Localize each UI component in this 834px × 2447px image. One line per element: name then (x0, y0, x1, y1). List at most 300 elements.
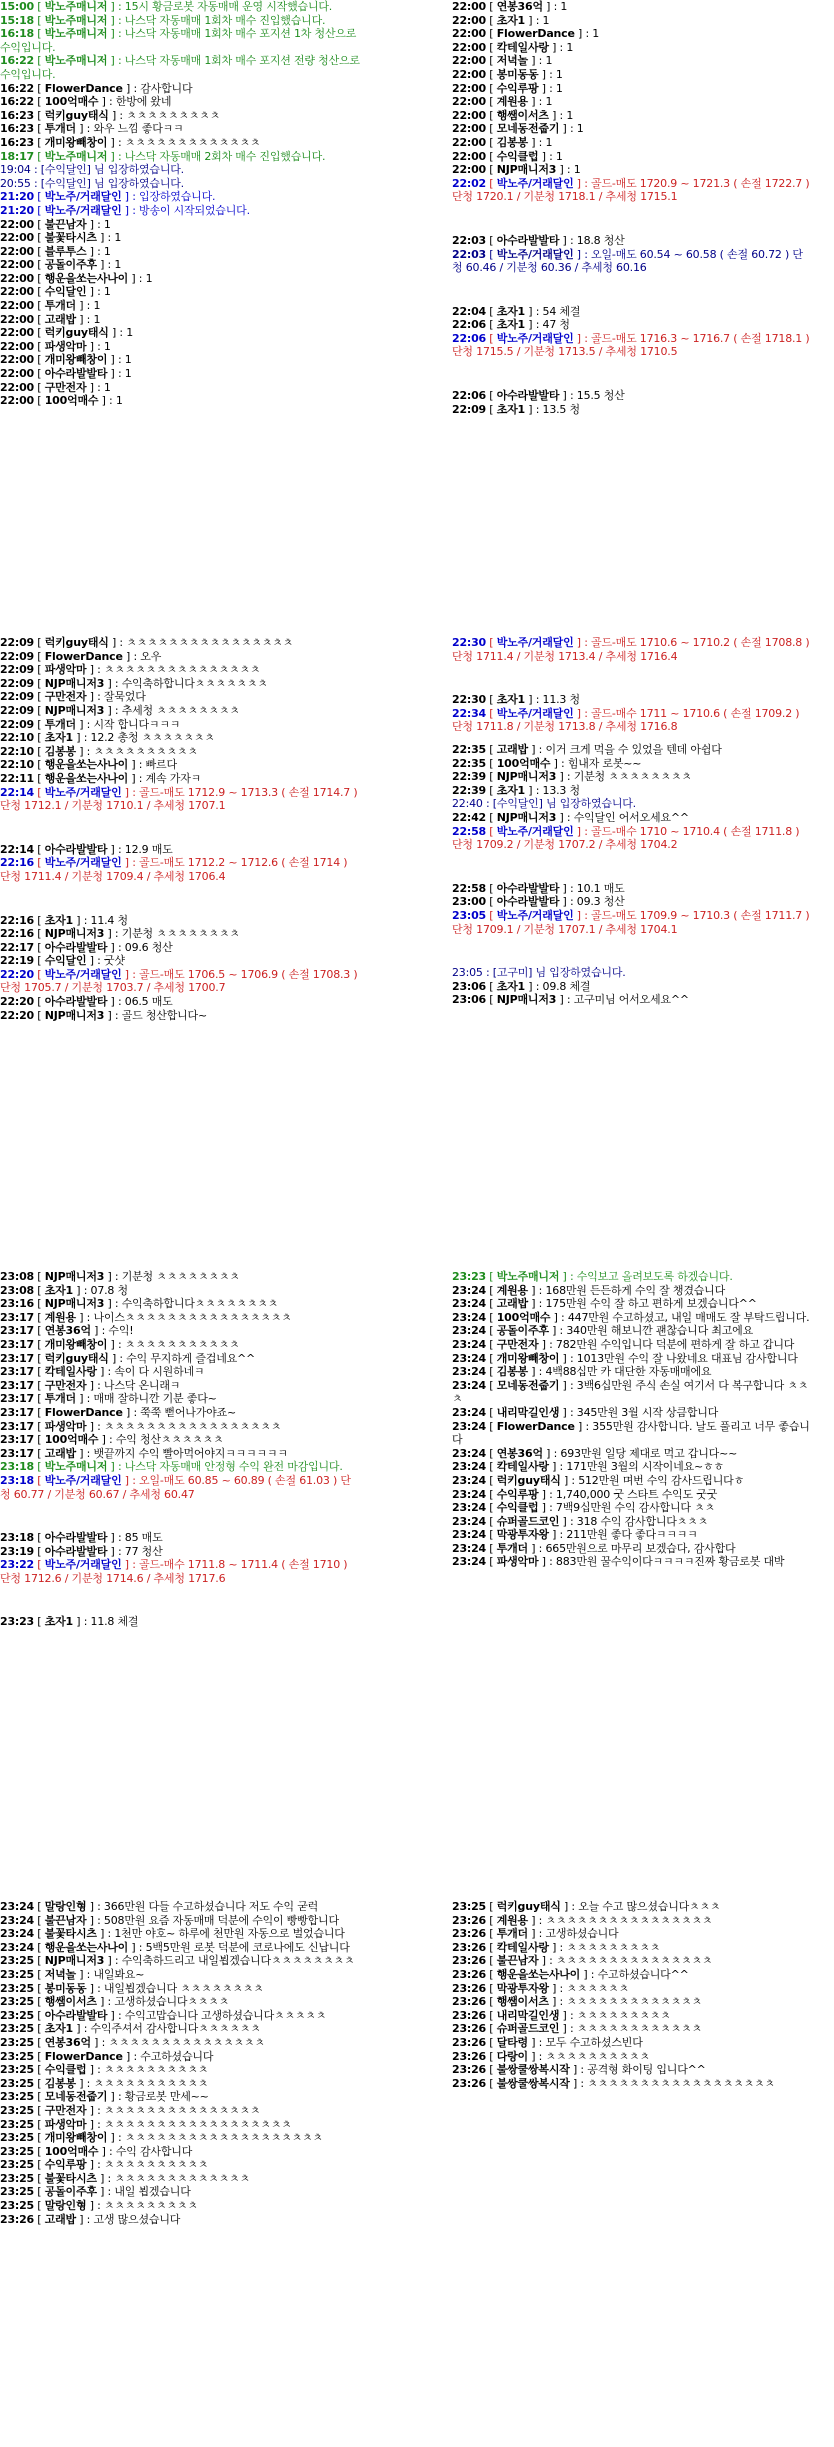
message-time: 23:25 (0, 2008, 35, 2022)
message-author[interactable]: 초자1 (44, 1283, 74, 1297)
message-body: 15시 황금로봇 자동매매 운영 시작했습니다. (124, 0, 333, 13)
chat-message: 23:22 [ 박노주/거래달인 ] : 골드-매수 1711.8 ~ 1711.4 ( 손절 1710 ) 단청 1712.6 / 기분청 1714.6 / 추세청 1717.6 (0, 1558, 348, 1585)
chat-message: 22:00 [ 럭키guy태식 ] : 1 (0, 326, 133, 340)
message-author[interactable]: NJP매니저3 (44, 676, 105, 690)
message-body: 355만원 감사합니다. 날도 풀리고 너무 좋습니다 (452, 1419, 810, 1447)
chat-message: 18:17 [ 박노주매니저 ] : 나스닥 자동매매 2회차 매수 진입했습니다. (0, 149, 326, 163)
message-author[interactable]: 칵테일사랑 (496, 1940, 549, 1954)
message-author[interactable]: 투개더 (44, 717, 76, 731)
message-author[interactable]: 고래밥 (44, 1446, 76, 1460)
message-author[interactable]: 구만전자 (44, 2103, 87, 2117)
message-author[interactable]: 파생악마 (44, 2117, 87, 2131)
message-time: 23:25 (0, 2144, 35, 2158)
message-author[interactable]: 개미왕빼창이 (44, 135, 108, 149)
message-author[interactable]: 투개더 (44, 299, 76, 313)
chat-message: 22:19 [ 수익달인 ] : 굿샷 (0, 954, 125, 968)
message-author[interactable]: 칵테일사랑 (496, 40, 549, 54)
message-time: 22:10 (0, 744, 35, 758)
chat-message: 22:04 [ 초자1 ] : 54 체결 (452, 304, 581, 318)
block-gap (0, 1585, 360, 1615)
message-time: 16:18 (0, 27, 35, 41)
message-author[interactable]: 고래밥 (44, 2212, 76, 2226)
message-author[interactable]: 아수라발발타 (44, 2008, 108, 2022)
message-author[interactable]: FlowerDance (44, 649, 123, 663)
message-body: 고생하셨습니다ㅊㅊㅊㅊ (114, 1995, 230, 2009)
message-author[interactable]: 막광투자왕 (496, 1528, 549, 1542)
message-time: 23:23 (0, 1615, 35, 1629)
message-body: 공격형 화이팅 입니다^^ (587, 2063, 706, 2077)
message-time: 22:00 (0, 231, 35, 245)
message-time: 23:24 (452, 1297, 487, 1311)
chat-message: 23:25 [ 수익클럽 ] : ㅊㅊㅊㅊㅊㅊㅊㅊㅊㅊ (0, 2063, 209, 2077)
message-body: 기분청 ㅊㅊㅊㅊㅊㅊㅊㅊ (121, 1270, 240, 1283)
message-author[interactable]: 아수라발발타 (496, 233, 560, 247)
message-time: 23:24 (452, 1337, 487, 1351)
message-author[interactable]: 내리막길인생 (496, 1405, 560, 1419)
message-body: 골드-매수 1710 ~ 1710.4 ( 손절 1711.8 ) 단청 1709.2 / 기분청 1707.2 / 추세청 1704.2 (452, 824, 800, 852)
message-time: 23:24 (0, 1940, 35, 1954)
message-author[interactable]: 아수라발발타 (44, 1531, 108, 1545)
message-author[interactable]: 초자1 (44, 2022, 74, 2036)
chat-message: 23:17 [ 계원용 ] : 나이스ㅊㅊㅊㅊㅊㅊㅊㅊㅊㅊㅊㅊㅊㅊㅊㅊ (0, 1310, 292, 1324)
message-author[interactable]: 파생악마 (44, 1419, 87, 1433)
message-author[interactable]: 말랑인형 (44, 1900, 87, 1913)
message-author[interactable]: 아수라발발타 (44, 940, 108, 954)
message-author[interactable]: 박노주매니저 (44, 1460, 108, 1474)
message-author[interactable]: 박노주/거래달인 (44, 785, 122, 799)
message-body: 1 (126, 326, 133, 340)
message-author[interactable]: 모네동전줍기 (496, 1378, 560, 1392)
message-author[interactable]: 박노주/거래달인 (496, 824, 574, 838)
message-author[interactable]: 달타령 (496, 2035, 528, 2049)
message-body: 1,740,000 굿 스타트 수익도 굿굿 (555, 1487, 718, 1501)
message-author[interactable]: NJP매니저3 (44, 1008, 105, 1022)
message-author[interactable]: 불꽃타시츠 (44, 231, 97, 245)
message-author[interactable]: 블루투스 (44, 244, 87, 258)
message-author[interactable]: 박노주/거래달인 (44, 856, 122, 870)
message-body: ㅊㅊㅊㅊㅊㅊㅊㅊㅊㅊㅊㅊㅊㅊㅊㅊㅊㅊ (587, 2076, 775, 2090)
message-author[interactable]: 수익루팡 (496, 81, 539, 95)
message-author[interactable]: 불꽃타시츠 (44, 1927, 97, 1941)
message-author[interactable]: 투개더 (44, 1392, 76, 1406)
message-author[interactable]: 칵테일사랑 (496, 1460, 549, 1474)
chat-message: 23:06 [ NJP매니저3 ] : 고구미님 어서오세요^^ (452, 993, 689, 1007)
chat-message: 23:24 [ 공돌이주후 ] : 340만원 해보니깐 괜찮습니다 최고에요 (452, 1324, 754, 1338)
message-author[interactable]: 박노주매니저 (44, 27, 108, 41)
message-author[interactable]: 봉미동동 (44, 1981, 87, 1995)
chat-message: 23:17 [ 파생악마 ] : ㅊㅊㅊㅊㅊㅊㅊㅊㅊㅊㅊㅊㅊㅊㅊㅊㅊ (0, 1419, 282, 1433)
message-author[interactable]: 불끈남자 (44, 1913, 87, 1927)
message-time: 23:26 (452, 1981, 487, 1995)
chat-message: 16:18 [ 박노주매니저 ] : 나스닥 자동매매 1회차 매수 포지션 1차 청산으로 수익입니다. (0, 27, 357, 54)
message-author[interactable]: 개미왕빼창이 (44, 1337, 108, 1351)
message-body: 고생 많으셨습니다 (93, 2212, 181, 2226)
message-author[interactable]: 막광투자왕 (496, 1981, 549, 1995)
chat-message: 22:00 [ FlowerDance ] : 1 (452, 27, 600, 41)
message-time: 23:25 (0, 1967, 35, 1981)
message-author[interactable]: 100억매수 (496, 756, 551, 770)
chat-message: 22:16 [ 박노주/거래달인 ] : 골드-매도 1712.2 ~ 1712.6 ( 손절 1714 ) 단청 1711.4 / 기분청 1709.4 / 추세청 1706.4 (0, 856, 348, 883)
chat-message: 22:06 [ 박노주/거래달인 ] : 골드-매도 1716.3 ~ 1716.7 ( 손절 1718.1 ) 단청 1715.5 / 기분청 1713.5 / 추세청 1710.5 (452, 331, 810, 359)
message-author[interactable]: 김봉봉 (496, 135, 528, 149)
message-body: 09.6 청산 (124, 940, 173, 954)
message-author[interactable]: NJP매니저3 (44, 927, 105, 941)
message-author[interactable]: 개미왕빼창이 (44, 353, 108, 367)
message-time: 22:14 (0, 842, 35, 856)
message-author[interactable]: 아수라발발타 (44, 842, 108, 856)
message-author[interactable]: 연봉36억 (44, 1324, 91, 1338)
message-body: 447만원 수고하셨고, 내일 매매도 잘 부탁드립니다. (567, 1310, 810, 1324)
message-time: 22:00 (0, 394, 35, 408)
message-author[interactable]: NJP매니저3 (496, 993, 557, 1007)
message-author[interactable]: 계원용 (496, 95, 528, 109)
message-time: 22:00 (452, 27, 487, 41)
message-body: 3백6십만원 주식 손실 여기서 다 복구합니다 ㅊㅊㅊ (452, 1378, 809, 1406)
chat-message: 23:17 [ FlowerDance ] : 쭉쭉 뻗어나가야죠~ (0, 1405, 236, 1419)
chat-message: 23:24 [ 불끈남자 ] : 508만원 요즘 자동매매 덕분에 수익이 빵빵합니다 (0, 1913, 339, 1927)
chat-message: 23:17 [ 칵테일사랑 ] : 속이 다 시원하네ㅋ (0, 1365, 205, 1379)
message-author[interactable]: 투개더 (44, 122, 76, 136)
message-author[interactable]: NJP매니저3 (44, 1954, 105, 1968)
message-author[interactable]: 아수라발발타 (44, 995, 108, 1009)
chat-message: 23:24 [ 행운을쏘는사나이 ] : 5백5만원 로봇 덕분에 코로나에도 신납니다 (0, 1940, 350, 1954)
message-author[interactable]: 박노주/거래달인 (496, 247, 574, 261)
message-time: 18:17 (0, 149, 35, 163)
message-author[interactable]: 초자1 (44, 913, 74, 927)
message-author[interactable]: 수익달인 (44, 954, 87, 968)
message-author[interactable]: 행운을쏘는사나이 (44, 271, 129, 285)
message-author[interactable]: 초자1 (496, 979, 526, 993)
chat-message: 22:00 [ 칵테일사랑 ] : 1 (452, 40, 574, 54)
message-author[interactable]: 연봉36억 (44, 2035, 91, 2049)
block-gap (452, 734, 812, 743)
chat-message: 16:23 [ 럭키guy태식 ] : ㅊㅊㅊㅊㅊㅊㅊㅊㅊ (0, 108, 221, 122)
message-time: 23:18 (0, 1531, 35, 1545)
message-author[interactable]: 불끈남자 (44, 217, 87, 231)
message-author[interactable]: NJP매니저3 (496, 810, 557, 824)
message-time: 22:30 (452, 693, 487, 707)
message-author[interactable]: 100억매수 (44, 1433, 99, 1447)
message-author[interactable]: 행쌤이서츠 (44, 1995, 97, 2009)
message-body: 1 (542, 13, 550, 27)
block-gap (0, 813, 360, 843)
message-time: 23:26 (452, 1954, 487, 1968)
message-author[interactable]: 수익클럽 (496, 1501, 539, 1515)
message-author[interactable]: 투개더 (496, 1541, 528, 1555)
message-body: ㅊㅊㅊㅊㅊㅊㅊㅊㅊㅊㅊㅊㅊㅊㅊㅊ (126, 636, 294, 649)
message-author[interactable]: 초자1 (44, 1615, 74, 1629)
message-author[interactable]: FlowerDance (44, 81, 123, 95)
message-time: 23:24 (452, 1473, 487, 1487)
message-time: 23:24 (0, 1900, 35, 1913)
chat-message: 23:24 [ FlowerDance ] : 355만원 감사합니다. 날도 풀리고 너무 좋습니다 (452, 1419, 810, 1447)
message-body: ㅊㅊㅊㅊㅊㅊㅊㅊㅊㅊㅊㅊㅊㅊㅊ (555, 1954, 713, 1968)
message-author[interactable]: 행쌤이서츠 (496, 1995, 549, 2009)
message-author[interactable]: 봉미동동 (496, 67, 539, 81)
message-body: 기분청 ㅊㅊㅊㅊㅊㅊㅊㅊ (121, 927, 240, 941)
chat-message: 22:00 [ 수익루팡 ] : 1 (452, 81, 563, 95)
chat-message: 22:00 [ 개미왕빼창이 ] : 1 (0, 353, 132, 367)
message-author[interactable]: 박노주/거래달인 (44, 1473, 122, 1487)
message-author[interactable]: 계원용 (496, 1283, 528, 1297)
message-author[interactable]: 슈퍼골드코인 (496, 2022, 560, 2036)
message-author[interactable]: 박노주/거래달인 (496, 176, 574, 190)
message-author[interactable]: 박노주매니저 (44, 13, 108, 27)
message-author[interactable]: 수익달인 (44, 285, 87, 299)
message-author[interactable]: 박노주/거래달인 (44, 967, 122, 981)
chat-message: 22:00 [ 행운을쏘는사나이 ] : 1 (0, 271, 153, 285)
message-time: 22:58 (452, 824, 487, 838)
message-body: 추세청 ㅊㅊㅊㅊㅊㅊㅊㅊ (121, 703, 240, 717)
message-body: 힘내자 로봇~~ (567, 756, 642, 770)
message-author[interactable]: 칵테일사랑 (44, 1365, 97, 1379)
message-author[interactable]: FlowerDance (44, 2049, 123, 2063)
message-author[interactable]: 모네동전줍기 (496, 122, 560, 136)
chat-message: 23:25 [ 김봉봉 ] : ㅊㅊㅊㅊㅊㅊㅊㅊㅊㅊㅊ (0, 2076, 209, 2090)
message-time: 22:09 (0, 649, 35, 663)
message-body: 340만원 해보니깐 괜찮습니다 최고에요 (566, 1324, 754, 1338)
chat-message: 23:24 [ 김봉봉 ] : 4백88십만 카 대단한 자동매매에요 (452, 1365, 712, 1379)
message-author[interactable]: 내리막길인생 (496, 2008, 560, 2022)
message-author[interactable]: 수익루팡 (496, 1487, 539, 1501)
chat-message: 23:25 [ 수익루팡 ] : ㅊㅊㅊㅊㅊㅊㅊㅊㅊㅊ (0, 2158, 209, 2172)
message-author[interactable]: 초자1 (44, 731, 74, 745)
chat-message: 23:25 [ FlowerDance ] : 수고하셨습니다 (0, 2049, 214, 2063)
message-author[interactable]: 아수라발발타 (496, 389, 560, 403)
message-body: 골드 청산합니다~ (121, 1008, 207, 1022)
message-author[interactable]: 슈퍼골드코인 (496, 1514, 560, 1528)
message-author[interactable]: 행운을쏘는사나이 (44, 1940, 129, 1954)
message-author[interactable]: 말랑인형 (44, 2199, 87, 2213)
message-time: 23:25 (0, 2158, 35, 2172)
chat-message: 23:25 [ 저녁놀 ] : 내일봐요~ (0, 1967, 145, 1981)
message-author[interactable]: 모네동전줍기 (44, 2090, 108, 2104)
message-time: 22:09 (0, 703, 35, 717)
chat-message (452, 797, 812, 811)
message-author[interactable]: 불쌍쿨쌍복시작 (496, 2076, 570, 2090)
message-body: 1 (124, 367, 132, 381)
message-author[interactable]: 럭키guy태식 (44, 326, 109, 340)
message-body: ㅊㅊㅊㅊㅊㅊㅊㅊㅊㅊㅊ (93, 2076, 209, 2090)
chat-message: 22:09 [ 구만전자 ] : 잘묵었다 (0, 690, 146, 704)
message-author[interactable]: 박노주매니저 (496, 1270, 560, 1283)
message-body: ㅊㅊㅊㅊㅊㅊㅊㅊㅊㅊㅊㅊㅊㅊㅊㅊㅊㅊㅊ (124, 2131, 323, 2145)
message-author[interactable]: 김봉봉 (44, 744, 76, 758)
chat-message: 22:09 [ FlowerDance ] : 오우 (0, 649, 162, 663)
chat-log-panel (0, 1270, 360, 1629)
chat-message: 23:26 [ 불끈남자 ] : ㅊㅊㅊㅊㅊㅊㅊㅊㅊㅊㅊㅊㅊㅊㅊ (452, 1954, 713, 1968)
chat-message: 22:58 [ 박노주/거래달인 ] : 골드-매수 1710 ~ 1710.4 ( 손절 1711.8 ) 단청 1709.2 / 기분청 1707.2 / 추세청 1704.2 (452, 824, 800, 852)
message-author[interactable]: 구만전자 (44, 1378, 87, 1392)
message-author[interactable]: 파생악마 (44, 339, 87, 353)
message-author[interactable]: 공돌이주후 (44, 258, 97, 272)
message-body: ㅊㅊㅊㅊㅊㅊㅊㅊㅊㅊ (545, 2049, 650, 2063)
message-time: 22:42 (452, 810, 487, 824)
message-author[interactable]: 박노주/거래달인 (496, 636, 574, 649)
chat-message: 23:24 [ 럭키guy태식 ] : 512만원 며번 수익 감사드립니다ㅎ (452, 1473, 745, 1487)
message-author[interactable]: 저녁놀 (44, 1967, 76, 1981)
message-body: 오일-매도 60.54 ~ 60.58 ( 손절 60.72 ) 단청 60.46 / 기분청 60.36 / 추세청 60.16 (452, 247, 803, 275)
message-author[interactable]: 럭키guy태식 (496, 1900, 561, 1913)
message-body: 나스닥 자동매매 1회차 매수 포지션 전량 청산으로 수익입니다. (0, 54, 360, 81)
message-body: 골드-매도 1716.3 ~ 1716.7 ( 손절 1718.1 ) 단청 1715.5 / 기분청 1713.5 / 추세청 1710.5 (452, 331, 810, 359)
chat-message: 23:24 [ 100억매수 ] : 447만원 수고하셨고, 내일 매매도 잘 부탁드립니다. (452, 1310, 810, 1324)
message-time: 16:23 (0, 135, 35, 149)
message-author[interactable]: NJP매니저3 (44, 1297, 105, 1311)
chat-message: 23:24 [ 막광투자왕 ] : 211만원 좋다 좋다ㅋㅋㅋㅋ (452, 1528, 698, 1542)
message-author[interactable]: 구만전자 (44, 380, 87, 394)
message-time: 23:24 (452, 1419, 487, 1433)
message-author[interactable]: 아수라발발타 (44, 367, 108, 381)
message-author[interactable]: FlowerDance (44, 1405, 123, 1419)
message-author[interactable]: 계원용 (496, 1913, 528, 1927)
message-author[interactable]: NJP매니저3 (496, 163, 557, 177)
message-author[interactable]: 행운을쏘는사나이 (496, 1967, 581, 1981)
message-author[interactable]: 럭키guy태식 (44, 1351, 109, 1365)
chat-message: 23:26 [ 내리막길인생 ] : ㅊㅊㅊㅊㅊㅊㅊㅊㅊ (452, 2008, 671, 2022)
chat-message: 23:24 [ 고래밥 ] : 175만원 수익 잘 하고 편하게 보겠습니다^^ (452, 1297, 757, 1311)
message-time: 22:00 (0, 380, 35, 394)
message-author[interactable]: 럭키guy태식 (44, 636, 109, 649)
chat-message: 22:00 [ 계원용 ] : 1 (452, 95, 553, 109)
message-author[interactable]: 공돌이주후 (496, 1324, 549, 1338)
message-author[interactable]: 초자1 (496, 402, 526, 416)
message-author[interactable]: NJP매니저3 (496, 770, 557, 784)
chat-message: 21:20 [ 박노주/거래달인 ] : 입장하였습니다. (0, 190, 216, 204)
message-time: 22:00 (452, 13, 487, 27)
chat-message: 23:25 [ 불꽃타시츠 ] : ㅊㅊㅊㅊㅊㅊㅊㅊㅊㅊㅊㅊㅊ (0, 2171, 250, 2185)
message-author[interactable]: 고래밥 (496, 742, 528, 756)
chat-message: 23:24 [ 투개더 ] : 665만원으로 마무리 보겠습다, 감사합다 (452, 1541, 736, 1555)
message-body: 와우 느낌 좋다ㅋㅋ (93, 122, 184, 136)
message-author[interactable]: 박노주/거래달인 (496, 908, 574, 922)
chat-message: 23:24 [ 슈퍼골드코인 ] : 318 수익 감사합니다ㅊㅊㅊ (452, 1514, 709, 1528)
message-body: 512만원 며번 수익 감사드립니다ㅎ (578, 1473, 745, 1487)
chat-message: 23:05 [ 박노주/거래달인 ] : 골드-매도 1709.9 ~ 1710.3 ( 손절 1711.7 ) 단청 1709.1 / 기분청 1707.1 / 추세청 1704.1 (452, 908, 810, 936)
message-author[interactable]: 연봉36억 (496, 1446, 543, 1460)
chat-message: 23:24 [ 구만전자 ] : 782만원 수익입니다 덕분에 편하게 잘 하고 갑니다 (452, 1337, 795, 1351)
chat-log-panel (452, 1900, 812, 2090)
message-author[interactable]: 파생악마 (44, 663, 87, 677)
message-author[interactable]: 박노주매니저 (44, 0, 108, 13)
message-author[interactable]: 다랑이 (496, 2049, 528, 2063)
message-body: 입장하였습니다. (139, 190, 216, 204)
message-author[interactable]: 행운을쏘는사나이 (44, 771, 129, 785)
message-author[interactable]: 저녁놀 (496, 54, 528, 68)
message-time: 23:17 (0, 1405, 35, 1419)
message-author[interactable]: FlowerDance (496, 1419, 575, 1433)
message-author[interactable]: 개미왕빼창이 (44, 2131, 108, 2145)
message-author[interactable]: 아수라발발타 (496, 895, 560, 909)
message-author[interactable]: FlowerDance (496, 27, 575, 41)
message-time: 22:00 (0, 244, 35, 258)
message-author[interactable]: 개미왕빼창이 (496, 1351, 560, 1365)
message-author[interactable]: 김봉봉 (44, 2076, 76, 2090)
message-time: 23:24 (452, 1324, 487, 1338)
message-time: 22:00 (452, 81, 487, 95)
chat-message: 23:18 [ 박노주/거래달인 ] : 오일-매도 60.85 ~ 60.89 ( 손절 61.03 ) 단청 60.77 / 기분청 60.67 / 추세청 60.47 (0, 1473, 351, 1501)
message-time: 23:25 (0, 2076, 35, 2090)
message-author[interactable]: 수익루팡 (44, 2158, 87, 2172)
chat-message: 23:17 [ 개미왕빼창이 ] : ㅊㅊㅊㅊㅊㅊㅊㅊㅊㅊㅊ (0, 1337, 240, 1351)
message-author[interactable]: 공돌이주후 (44, 2185, 97, 2199)
message-author[interactable]: 박노주/거래달인 (496, 331, 574, 345)
message-author[interactable]: 초자1 (496, 13, 526, 27)
message-author[interactable]: 100억매수 (44, 2144, 99, 2158)
message-time: 23:25 (0, 2063, 35, 2077)
message-author[interactable]: 고래밥 (496, 1297, 528, 1311)
message-author[interactable]: 박노주매니저 (44, 149, 108, 163)
message-author[interactable]: 박노주/거래달인 (44, 1558, 122, 1572)
message-author[interactable]: 불쌍쿨쌍복시작 (496, 2063, 570, 2077)
message-author[interactable]: 박노주매니저 (44, 54, 108, 68)
message-author[interactable]: 구만전자 (44, 690, 87, 704)
message-author[interactable]: 고래밥 (44, 312, 76, 326)
message-author[interactable]: 초자1 (496, 318, 526, 332)
message-author[interactable]: 불끈남자 (496, 1954, 539, 1968)
message-body: 366만원 다들 수고하셨습니다 저도 수익 굳럭 (103, 1900, 319, 1913)
message-author[interactable]: 불꽃타시츠 (44, 2171, 97, 2185)
message-author[interactable]: 박노주/거래달인 (44, 190, 122, 204)
chat-message: 23:17 [ 연봉36억 ] : 수익! (0, 1324, 134, 1338)
message-author[interactable]: 구만전자 (496, 1337, 539, 1351)
block-gap (0, 1501, 360, 1531)
message-body: ㅊㅊㅊㅊㅊㅊㅊㅊㅊㅊㅊㅊㅊ (124, 135, 261, 149)
message-author[interactable]: 초자1 (496, 304, 526, 318)
message-time: 22:34 (452, 706, 487, 720)
message-author[interactable]: 박노주/거래달인 (44, 203, 122, 217)
chat-message: 23:08 [ 초자1 ] : 07.8 청 (0, 1283, 128, 1297)
message-time: 23:24 (452, 1405, 487, 1419)
message-time: 22:06 (452, 389, 487, 403)
message-body: 기분청 ㅊㅊㅊㅊㅊㅊㅊㅊ (573, 770, 692, 784)
message-author[interactable]: 초자1 (496, 783, 526, 797)
message-author[interactable]: 아수라발발타 (496, 881, 560, 895)
message-time: 23:25 (0, 2022, 35, 2036)
message-body: 18.8 청산 (576, 233, 625, 247)
message-author[interactable]: 럭키guy태식 (496, 1473, 561, 1487)
message-author[interactable]: NJP매니저3 (44, 1270, 105, 1283)
message-body: 47 청 (542, 318, 570, 332)
message-author[interactable]: NJP매니저3 (44, 703, 105, 717)
message-author[interactable]: 계원용 (44, 1310, 76, 1324)
message-author[interactable]: 연봉36억 (496, 0, 543, 13)
message-author[interactable]: 박노주/거래달인 (496, 706, 574, 720)
chat-message: 22:11 [ 행운을쏘는사나이 ] : 계속 가자ㅋ (0, 771, 202, 785)
chat-message: 23:25 [ 모네동전줍기 ] : 황금로봇 만세~~ (0, 2090, 209, 2104)
message-author[interactable]: 수익클럽 (44, 2063, 87, 2077)
message-author[interactable]: 파생악마 (496, 1555, 539, 1569)
message-body: 168만원 든든하게 수익 잘 챙겼습니다 (545, 1283, 726, 1297)
message-author[interactable]: 럭키guy태식 (44, 108, 109, 122)
chat-message: 22:39 [ NJP매니저3 ] : 기분청 ㅊㅊㅊㅊㅊㅊㅊㅊ (452, 770, 692, 784)
message-time: 22:58 (452, 881, 487, 895)
message-author[interactable]: 초자1 (496, 693, 526, 707)
message-body: 665만원으로 마무리 보겠습다, 감사합다 (545, 1541, 736, 1555)
message-author[interactable]: 아수라발발타 (44, 1544, 108, 1558)
message-time: 23:17 (0, 1324, 35, 1338)
message-author[interactable]: 100억매수 (44, 394, 99, 408)
message-author[interactable]: 행운을쏘는사나이 (44, 758, 129, 772)
chat-message: 16:22 [ FlowerDance ] : 감사합니다 (0, 81, 193, 95)
message-author[interactable]: 100억매수 (44, 95, 99, 109)
message-author[interactable]: 투개더 (496, 1927, 528, 1941)
message-author[interactable]: 100억매수 (496, 1310, 551, 1324)
message-author[interactable]: 수익클럽 (496, 149, 539, 163)
message-author[interactable]: 행쌤이서츠 (496, 108, 549, 122)
chat-message: 22:00 [ 투개더 ] : 1 (0, 299, 101, 313)
message-author[interactable]: 김봉봉 (496, 1365, 528, 1379)
